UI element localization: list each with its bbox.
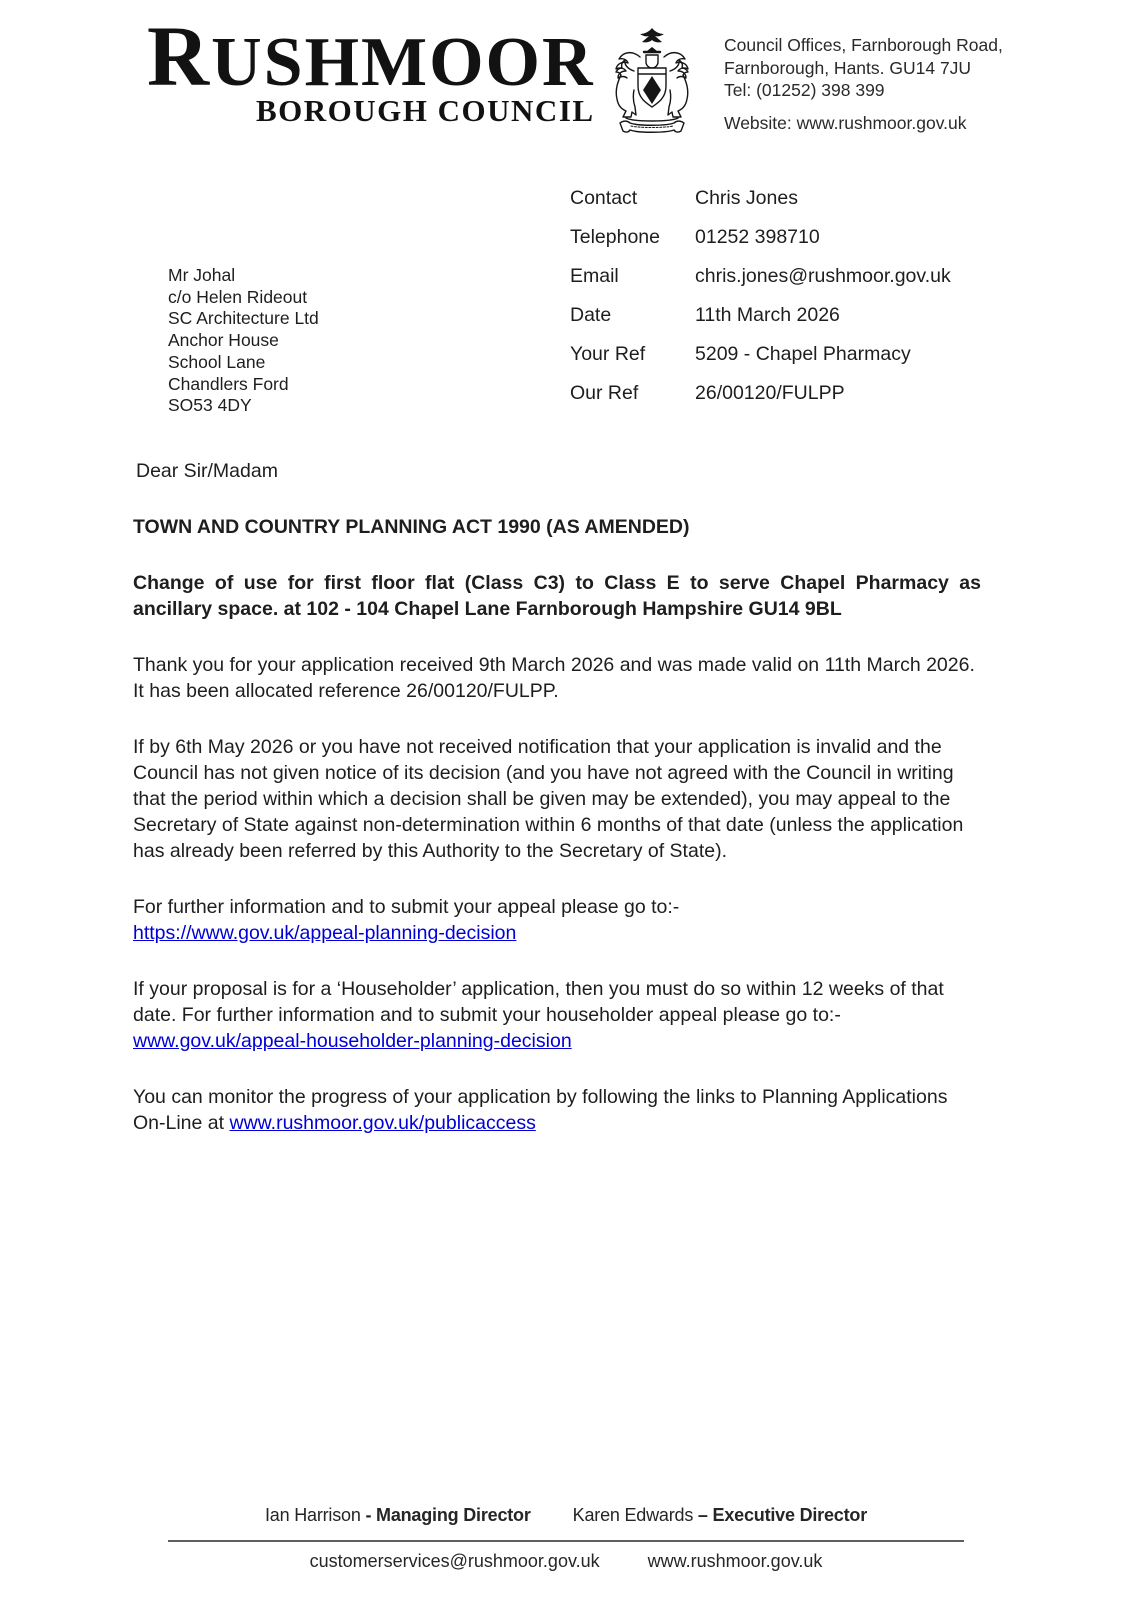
coat-of-arms-icon bbox=[596, 26, 708, 140]
recipient-line: SO53 4DY bbox=[168, 395, 252, 416]
meta-value: chris.jones@rushmoor.gov.uk bbox=[695, 265, 951, 287]
meta-row-our-ref bbox=[570, 374, 951, 413]
recipient-line: School Lane bbox=[168, 351, 266, 372]
meta-label: Telephone bbox=[570, 226, 660, 248]
meta-label: Your Ref bbox=[570, 343, 646, 365]
meta-row-date bbox=[570, 296, 951, 335]
office-address-line: Farnborough, Hants. GU14 7JU bbox=[724, 57, 972, 78]
paragraph-appeal-rights: If by 6th May 2026 or you have not received notification that your application is invalid and the Council has not given notice of its decision (and you have not agreed with the Council in writing that the period within which a decision shall be given may be extended), you may appeal to the Secretary of State against non-determination within 6 months of that date (unless the application has already been referred by this Authority to the Secretary of State). bbox=[133, 736, 969, 862]
meta-row-telephone bbox=[570, 218, 951, 257]
application-subject: Change of use for first floor flat (Class C3) to Class E to serve Chapel Pharmacy as ancillary space. at 102 - 104 Chapel Lane Farnborough Hampshire GU14 9BL bbox=[133, 572, 981, 620]
monitor-text: You can monitor the progress of your application by following the links to Planning Applications On-Line at bbox=[133, 1086, 948, 1134]
meta-label: Email bbox=[570, 265, 619, 287]
meta-value: 11th March 2026 bbox=[695, 304, 840, 326]
office-phone: Tel: (01252) 398 399 bbox=[724, 80, 885, 100]
logo-initial: R bbox=[147, 8, 212, 104]
further-info-text: For further information and to submit your appeal please go to:- bbox=[133, 896, 680, 918]
meta-value: 01252 398710 bbox=[695, 226, 820, 248]
recipient-address bbox=[168, 265, 319, 417]
logo-rest: USHMOOR bbox=[211, 24, 595, 101]
director-title: – Executive Director bbox=[697, 1505, 868, 1525]
meta-label: Our Ref bbox=[570, 382, 639, 404]
director-title: - Managing Director bbox=[365, 1505, 531, 1525]
meta-label: Contact bbox=[570, 187, 638, 209]
recipient-line: Chandlers Ford bbox=[168, 373, 289, 394]
recipient-line: Anchor House bbox=[168, 330, 279, 351]
meta-value: 26/00120/FULPP bbox=[695, 382, 845, 404]
footer-website: www.rushmoor.gov.uk bbox=[647, 1551, 823, 1571]
appeal-planning-decision-link[interactable]: https://www.gov.uk/appeal-planning-decision bbox=[133, 922, 517, 944]
paragraph-monitor bbox=[133, 1084, 981, 1136]
meta-label: Date bbox=[570, 304, 612, 326]
directors-line bbox=[0, 1505, 1132, 1526]
office-website: Website: www.rushmoor.gov.uk bbox=[724, 112, 967, 133]
householder-appeal-link[interactable]: www.gov.uk/appeal-householder-planning-decision bbox=[133, 1030, 572, 1052]
reference-block bbox=[570, 179, 951, 413]
paragraph-thanks: Thank you for your application received 9th March 2026 and was made valid on 11th March 2026. It has been allocated reference 26/00120/FULPP. bbox=[133, 654, 986, 702]
recipient-line: c/o Helen Rideout bbox=[168, 286, 308, 307]
salutation: Dear Sir/Madam bbox=[136, 460, 278, 482]
paragraph-further-info bbox=[133, 894, 981, 946]
footer-contacts bbox=[0, 1551, 1132, 1572]
act-heading: TOWN AND COUNTRY PLANNING ACT 1990 (AS AMENDED) bbox=[133, 516, 690, 538]
footer-email: customerservices@rushmoor.gov.uk bbox=[309, 1551, 600, 1571]
office-address-line: Council Offices, Farnborough Road, bbox=[724, 35, 1003, 55]
recipient-line: Mr Johal bbox=[168, 265, 236, 285]
council-logo-subtitle: BOROUGH COUNCIL bbox=[256, 93, 595, 128]
director-entry bbox=[265, 1505, 531, 1526]
council-logo-name bbox=[147, 8, 595, 104]
director-name: Karen Edwards bbox=[572, 1505, 698, 1525]
council-logo bbox=[147, 8, 595, 128]
council-office-address bbox=[724, 34, 1003, 134]
director-entry bbox=[573, 1505, 867, 1526]
meta-value: Chris Jones bbox=[695, 187, 798, 209]
public-access-link[interactable]: www.rushmoor.gov.uk/publicaccess bbox=[229, 1112, 536, 1134]
letter-body bbox=[133, 458, 986, 1166]
meta-value: 5209 - Chapel Pharmacy bbox=[695, 343, 911, 365]
meta-row-email bbox=[570, 257, 951, 296]
recipient-line: SC Architecture Ltd bbox=[168, 308, 319, 329]
director-name: Ian Harrison bbox=[264, 1505, 366, 1525]
meta-row-your-ref bbox=[570, 335, 951, 374]
householder-text: If your proposal is for a ‘Householder’ application, then you must do so within 12 weeks of that date. For further information and to submit your householder appeal please go to:- bbox=[133, 978, 944, 1026]
footer-divider bbox=[168, 1540, 964, 1542]
paragraph-householder bbox=[133, 976, 981, 1054]
meta-row-contact bbox=[570, 179, 951, 218]
